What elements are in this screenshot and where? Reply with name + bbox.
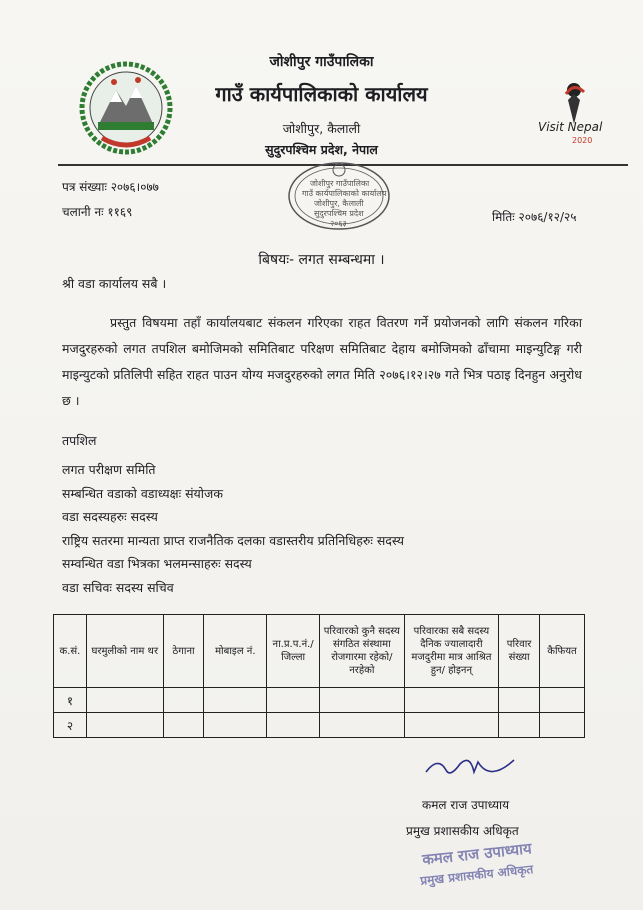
table-cell [267,713,320,738]
municipality-name: जोशीपुर गाउँपालिका [269,54,374,70]
table-cell [320,713,405,738]
stamp-line-1: जोशीपुर गाउँपालिका [310,179,370,188]
letter-date: मितिः २०७६/१२/२५ [492,210,577,224]
col-address: ठेगाना [163,615,204,688]
list-item: सम्वन्धित वडा भित्रका भलमन्साहरुः सदस्य [62,556,252,571]
table-cell [86,713,163,738]
table-cell [204,688,267,713]
visit-nepal-year: 2020 [572,136,593,145]
stamp-line-3: जोशीपुर, कैलाली [314,199,364,208]
dispatch-number: चलानी नः ११६९ [62,205,133,219]
address-line-2: सुदुरपश्चिम प्रदेश, नेपाल [265,142,378,157]
stamp-title: प्रमुख प्रशासकीय अधिकृत [419,862,534,888]
stamp-name: कमल राज उपाध्याय [421,839,533,869]
subject-line: बिषयः- लगत सम्बन्धमा । [258,252,385,268]
table-cell [267,688,320,713]
col-citizenship: ना.प्र.प.नं./ जिल्ला [267,615,320,688]
list-item: सम्बन्धित वडाको वडाध्यक्षः संयोजक [62,485,223,501]
stamp-line-4: सुदुरपश्चिम प्रदेश [314,209,364,218]
worker-details-table [53,614,585,738]
table-cell [404,688,499,713]
table-cell [163,688,204,713]
table-cell [499,713,540,738]
visit-nepal-text: Visit Nepal [538,120,603,134]
col-wage-dependency: परिवारका सबै सदस्य दैनिक ज्यालादारी मजदुरीमा मात्र आश्रित हुन/ होइनन् [404,615,499,688]
col-serial: क.सं. [54,615,87,688]
table-cell [540,713,585,738]
col-household-head: घरमुलीको नाम थर [86,615,163,688]
office-name: गाउँ कार्यपालिकाको कार्यालय [215,82,428,106]
col-remarks: कैफियत [540,615,585,688]
table-cell: २ [54,713,87,738]
tapashil-heading: तपशिल [62,433,97,448]
table-cell [540,688,585,713]
list-item: वडा सचिवः सदस्य सचिव [62,579,174,595]
table-header-row [54,615,585,688]
address-line-1: जोशीपुर, कैलाली [282,121,361,136]
table-cell [404,713,499,738]
table-cell [204,713,267,738]
table-cell [320,688,405,713]
col-employment: परिवारको कुनै सदस्य संगठित संस्थामा रोजगारमा रहेको/ नरहेको [320,615,405,688]
list-item: राष्ट्रिय सतरमा मान्यता प्राप्त राजनैतिक दलका वडास्तरीय प्रतिनिधिहरुः सदस्य [62,532,405,548]
table-row [54,713,585,738]
stamp-line-5: २०६३ [330,219,347,228]
signatory-title: प्रमुख प्रशासकीय अधिकृत [406,824,519,838]
col-family-count: परिवार संख्या [499,615,540,688]
letter-reference: पत्र संख्याः २०७६।०७७ [62,180,159,194]
table-cell [163,713,204,738]
col-mobile: मोबाइल नं. [204,615,267,688]
stamp-line-2: गाउँ कार्यपालिकाको कार्यालय [302,189,387,198]
office-stamp [286,160,392,232]
committee-list [62,458,404,599]
table-cell [86,688,163,713]
signatory-name: कमल राज उपाध्याय [422,798,510,812]
body-paragraph: प्रस्तुत विषयमा तहाँ कार्यालयबाट संकलन गरिएका राहत वितरण गर्ने प्रयोजनको लागि संकलन गरिका मजदुरहरुको लगत तपशिल बमोजिमको समितिबाट परिक्षण समितिबाट देहाय बमोजिमको ढाँचामा माइन्युटिङ्ग गरी माइन्युटको प्रतिलिपी सहित राहत पाउन योग्य मजदुरहरुको लगत मिति २०७६।१२।२७ गते भित्र पठाइ दिनहुन अनुरोध छ । [62,315,582,408]
signatory-stamp [420,822,600,892]
table-cell [499,688,540,713]
addressee: श्री वडा कार्यालय सबै । [62,276,167,291]
table-cell: १ [54,688,87,713]
list-item: लगत परीक्षण समिति [62,462,156,477]
list-item: वडा सदस्यहरुः सदस्य [62,509,158,524]
visit-nepal-logo [528,80,620,150]
table-row [54,688,585,713]
handwritten-signature [420,752,520,786]
